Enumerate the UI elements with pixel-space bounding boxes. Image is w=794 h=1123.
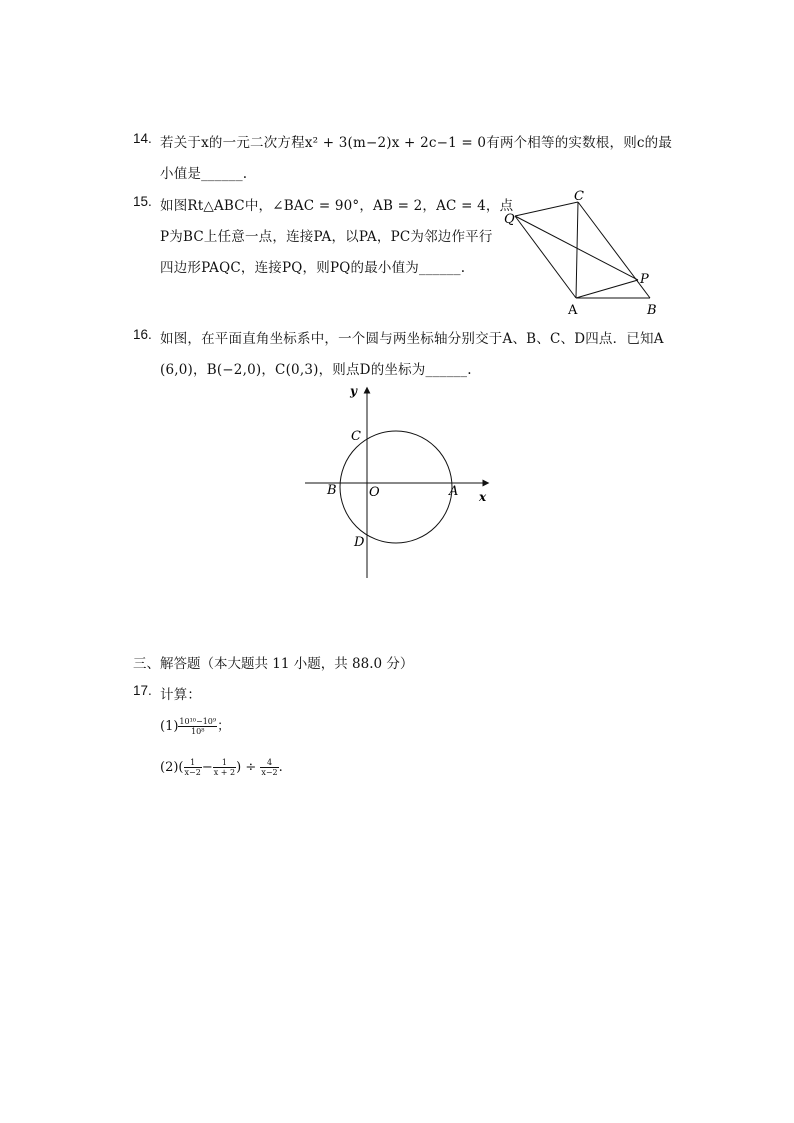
label-Q: Q — [504, 212, 515, 227]
q14-line1: 若关于x的一元二次方程x² + 3(m−2)x + 2c−1 = 0有两个相等的实数根，则c的最 — [160, 135, 673, 151]
q17-part2-fraction2 — [213, 758, 236, 777]
q16-line1: 如图，在平面直角坐标系中，一个圆与两坐标轴分别交于A、B、C、D四点．已知A — [160, 331, 664, 347]
q17-part1-numerator: 10¹⁰−10⁹ — [179, 717, 217, 726]
section-3-title: 三、解答题（本大题共 11 小题，共 88.0 分） — [133, 656, 414, 672]
q16-line2: (6,0)，B(−2,0)，C(0,3)，则点D的坐标为______. — [160, 362, 472, 378]
q14-number: 14. — [133, 131, 152, 146]
q17-part2-fraction3 — [260, 758, 278, 777]
label-B: B — [327, 483, 337, 498]
q17-part2-close-div: ) ÷ — [236, 760, 261, 775]
q17-part2-f2-den: x + 2 — [213, 768, 236, 777]
q14-line2: 小值是______. — [160, 166, 248, 182]
label-y: y — [350, 384, 357, 398]
q16-figure — [300, 378, 500, 583]
q17-part1-fraction — [178, 717, 217, 736]
label-C: C — [574, 189, 584, 204]
q15-number: 15. — [133, 194, 152, 209]
q15-figure — [500, 186, 670, 320]
label-D: D — [354, 535, 365, 550]
q17-part1 — [160, 715, 230, 736]
q17-part2-f2-num: 1 — [213, 758, 236, 768]
label-A: A — [568, 303, 578, 318]
q15-line3: 四边形PAQC，连接PQ，则PQ的最小值为______. — [160, 260, 466, 276]
segment-AP — [576, 280, 638, 298]
q16-number: 16. — [133, 327, 152, 342]
q17-part2-minus: − — [201, 760, 213, 775]
q17-stem: 计算： — [160, 687, 202, 703]
label-x: x — [479, 490, 487, 504]
segment-QC — [515, 202, 578, 216]
q17-part1-label: (1) — [160, 719, 179, 734]
q17-part2-f3-den: x−2 — [261, 768, 278, 777]
label-P: P — [640, 272, 649, 287]
circle — [340, 431, 452, 543]
label-C: C — [351, 429, 361, 444]
q17-part1-denominator: 10⁸ — [191, 727, 205, 736]
segment-QA — [515, 216, 576, 298]
segment-AC — [576, 202, 578, 298]
q17-part2-label: (2)( — [160, 760, 184, 775]
label-B: B — [647, 303, 657, 318]
label-A: A — [449, 484, 459, 499]
q15-line2: P为BC上任意一点，连接PA，以PA，PC为邻边作平行 — [160, 229, 493, 245]
q17-part2-end: . — [278, 760, 283, 775]
q15-line1: 如图Rt△ABC中，∠BAC = 90°，AB = 2，AC = 4，点 — [160, 198, 514, 214]
q17-part2-f3-num: 4 — [260, 758, 278, 768]
q17-part2 — [160, 758, 283, 777]
label-O: O — [369, 485, 380, 500]
q17-number: 17. — [133, 683, 152, 698]
q17-part2-fraction1 — [184, 758, 202, 777]
q17-part1-end: ； — [217, 719, 231, 734]
q17-part2-f1-num: 1 — [184, 758, 202, 768]
q17-part2-f1-den: x−2 — [184, 768, 201, 777]
